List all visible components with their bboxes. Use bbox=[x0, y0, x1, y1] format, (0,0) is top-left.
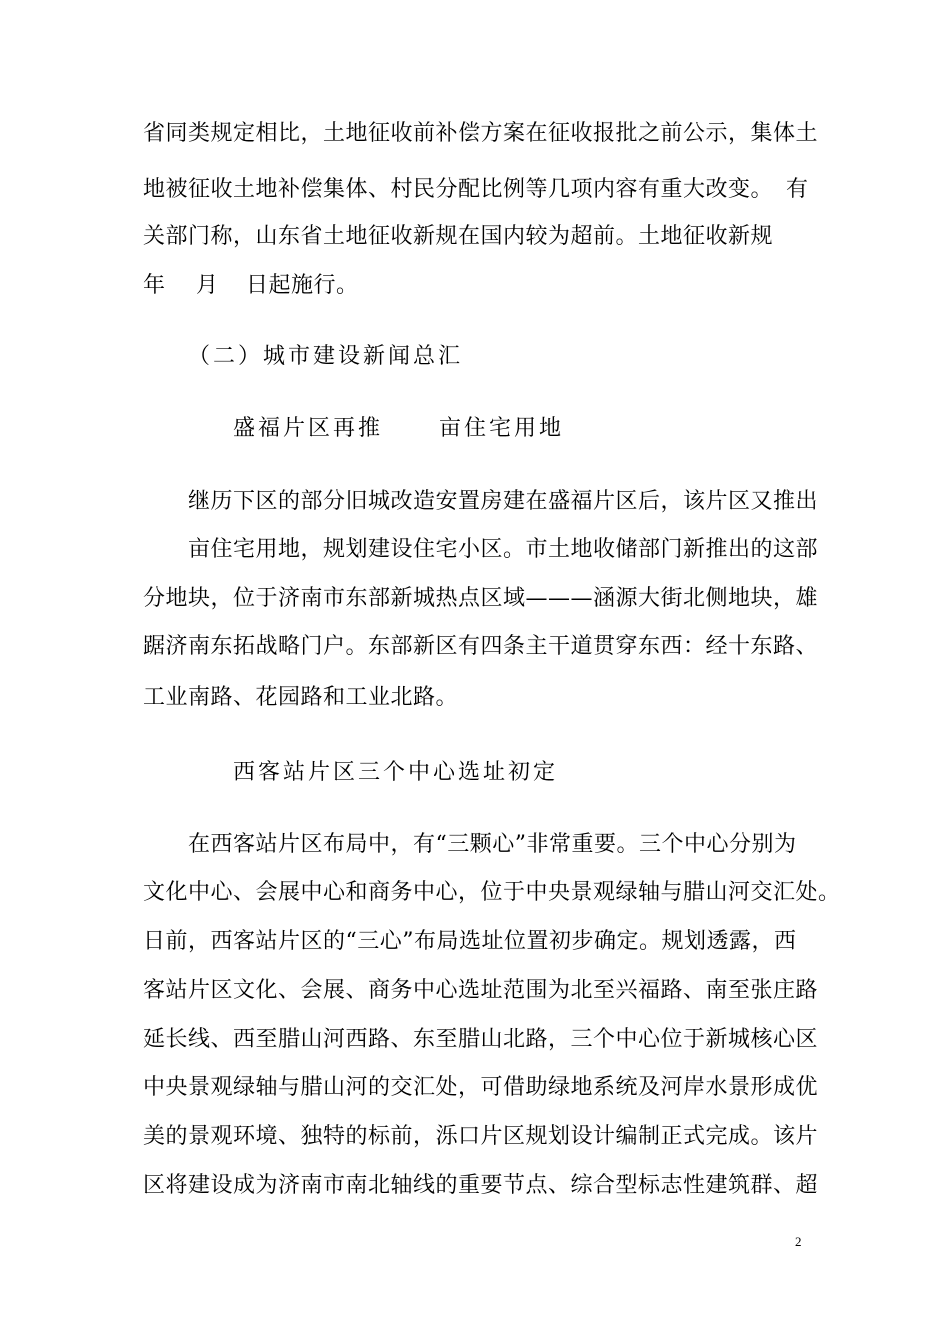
body-line: 延长线、西至腊山河西路、东至腊山北路，三个中心位于新城核心区 bbox=[143, 1027, 819, 1052]
body-line: 工业南路、花园路和工业北路。 bbox=[143, 685, 459, 710]
body-line: 分地块，位于济南市东部新城热点区域———涵源大街北侧地块，雄 bbox=[143, 586, 819, 611]
body-line: 文化中心、会展中心和商务中心，位于中央景观绿轴与腊山河交汇处。 bbox=[143, 880, 841, 905]
subsection-heading: 亩住宅用地 bbox=[439, 416, 565, 441]
body-line: 年 bbox=[143, 273, 166, 298]
body-line: 有 bbox=[786, 177, 809, 202]
body-line: 区将建设成为济南市南北轴线的重要节点、综合型标志性建筑群、超 bbox=[143, 1173, 819, 1198]
body-line: 中央景观绿轴与腊山河的交汇处，可借助绿地系统及河岸水景形成优 bbox=[143, 1075, 819, 1100]
body-line: 亩住宅用地，规划建设住宅小区。市土地收储部门新推出的这部 bbox=[188, 537, 819, 562]
body-line: 客站片区文化、会展、商务中心选址范围为北至兴福路、南至张庄路 bbox=[143, 978, 819, 1003]
body-line: 月 bbox=[196, 273, 219, 298]
body-line: 美的景观环境、独特的标前，泺口片区规划设计编制正式完成。该片 bbox=[143, 1124, 819, 1149]
body-line: 踞济南东拓战略门户。东部新区有四条主干道贯穿东西：经十东路、 bbox=[143, 634, 819, 659]
subsection-heading: 西客站片区三个中心选址初定 bbox=[233, 760, 559, 785]
body-line: 关部门称，山东省土地征收新规在国内较为超前。土地征收新规 bbox=[143, 224, 774, 249]
body-line: 继历下区的部分旧城改造安置房建在盛福片区后，该片区又推出 bbox=[188, 489, 819, 514]
body-line: 日起施行。 bbox=[246, 273, 359, 298]
page-number: 2 bbox=[795, 1234, 802, 1249]
subsection-heading: 盛福片区再推 bbox=[233, 416, 384, 441]
body-line: 日前，西客站片区的“三心”布局选址位置初步确定。规划透露，西 bbox=[143, 929, 797, 954]
body-line: 省同类规定相比，土地征收前补偿方案在征收报批之前公示，集体土 bbox=[143, 121, 819, 146]
section-heading: （二）城市建设新闻总汇 bbox=[188, 344, 464, 369]
body-line: 在西客站片区布局中，有“三颗心”非常重要。三个中心分别为 bbox=[188, 832, 797, 857]
body-line: 地被征收土地补偿集体、村民分配比例等几项内容有重大改变。 bbox=[143, 177, 774, 202]
